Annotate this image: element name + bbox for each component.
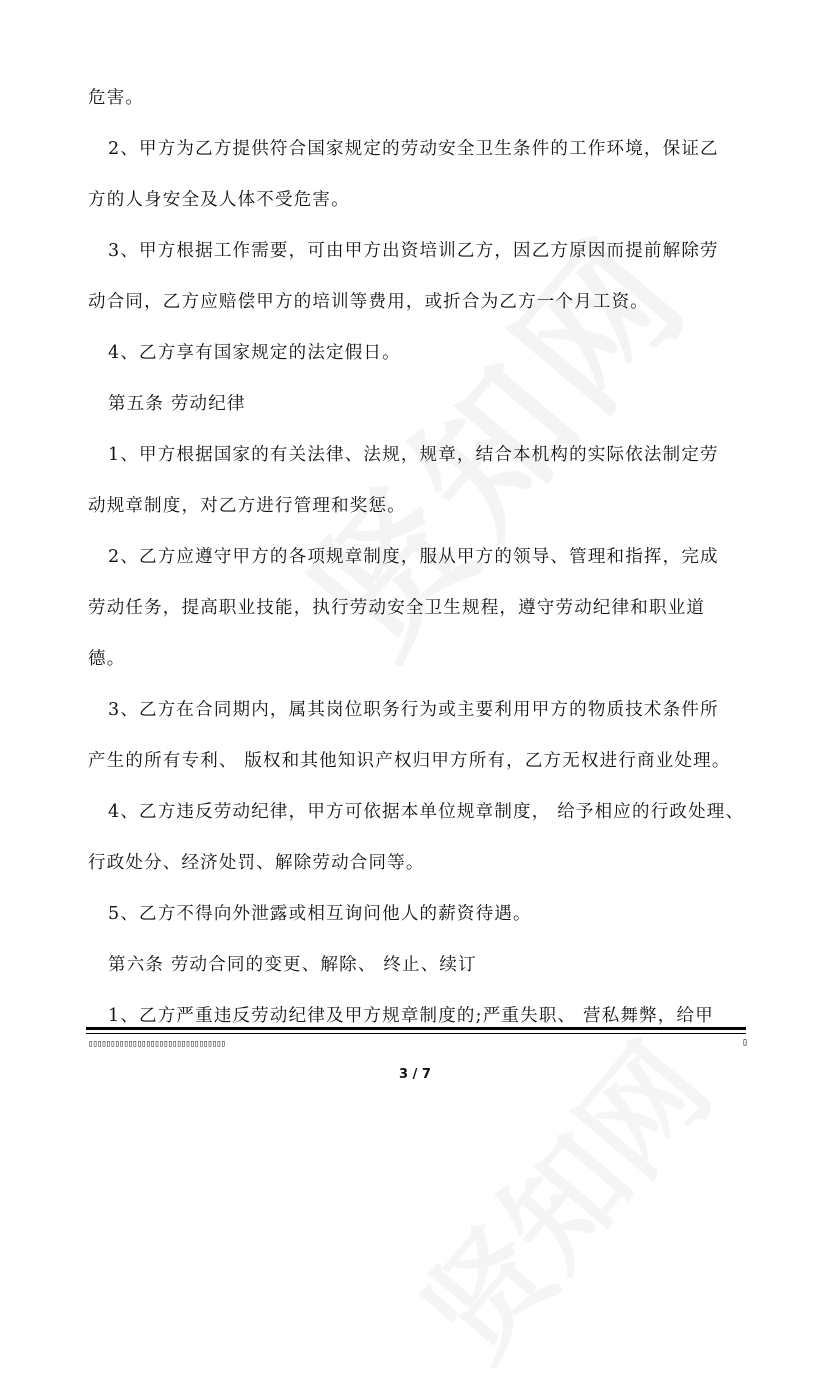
body-line: 3、甲方根据工作需要，可由甲方出资培训乙方，因乙方原因而提前解除劳 [108, 241, 719, 261]
body-line: 行政处分、经济处罚、解除劳动合同等。 [88, 853, 425, 873]
body-line: 产生的所有专利、 版权和其他知识产权归甲方所有，乙方无权进行商业处理。 [88, 751, 731, 771]
section-heading: 第六条 劳动合同的变更、解除、 终止、续订 [108, 955, 477, 975]
footer-right-text: ▯ [742, 1037, 749, 1048]
body-line: 德。 [88, 649, 126, 669]
body-line: 劳动任务，提高职业技能，执行劳动安全卫生规程，遵守劳动纪律和职业道 [88, 598, 706, 618]
document-body [88, 78, 748, 1047]
body-line: 4、乙方享有国家规定的法定假日。 [108, 343, 401, 363]
body-line: 4、乙方违反劳动纪律，甲方可依据本单位规章制度， 给予相应的行政处理、 [108, 802, 745, 822]
footer-left-text: ▯▯▯▯▯▯▯▯▯▯▯▯▯▯▯▯▯▯▯▯▯▯▯▯▯▯▯▯▯▯▯ [88, 1039, 225, 1049]
section-heading: 第五条 劳动纪律 [108, 394, 246, 414]
body-line: 3、乙方在合同期内，属其岗位职务行为或主要利用甲方的物质技术条件所 [108, 700, 719, 720]
body-line: 5、乙方不得向外泄露或相互询问他人的薪资待遇。 [108, 904, 532, 924]
body-line: 方的人身安全及人体不受危害。 [88, 190, 350, 210]
body-line: 危害。 [88, 88, 145, 108]
body-line: 动合同，乙方应赔偿甲方的培训等费用，或折合为乙方一个月工资。 [88, 292, 649, 312]
body-line: 1、甲方根据国家的有关法律、法规，规章，结合本机构的实际依法制定劳 [108, 445, 719, 465]
body-line: 2、乙方应遵守甲方的各项规章制度，服从甲方的领导、管理和指挥，完成 [108, 547, 719, 567]
page-number: 3 / 7 [399, 1067, 431, 1082]
watermark-repeat [378, 1003, 741, 1389]
body-line: 2、甲方为乙方提供符合国家规定的劳动安全卫生条件的工作环境，保证乙 [108, 139, 719, 159]
body-line: 动规章制度，对乙方进行管理和奖惩。 [88, 496, 406, 516]
footer-rule-thin [86, 1033, 746, 1034]
footer-rule-thick [86, 1027, 746, 1030]
body-line: 1、乙方严重违反劳动纪律及甲方规章制度的;严重失职、 营私舞弊，给甲 [108, 1006, 714, 1026]
